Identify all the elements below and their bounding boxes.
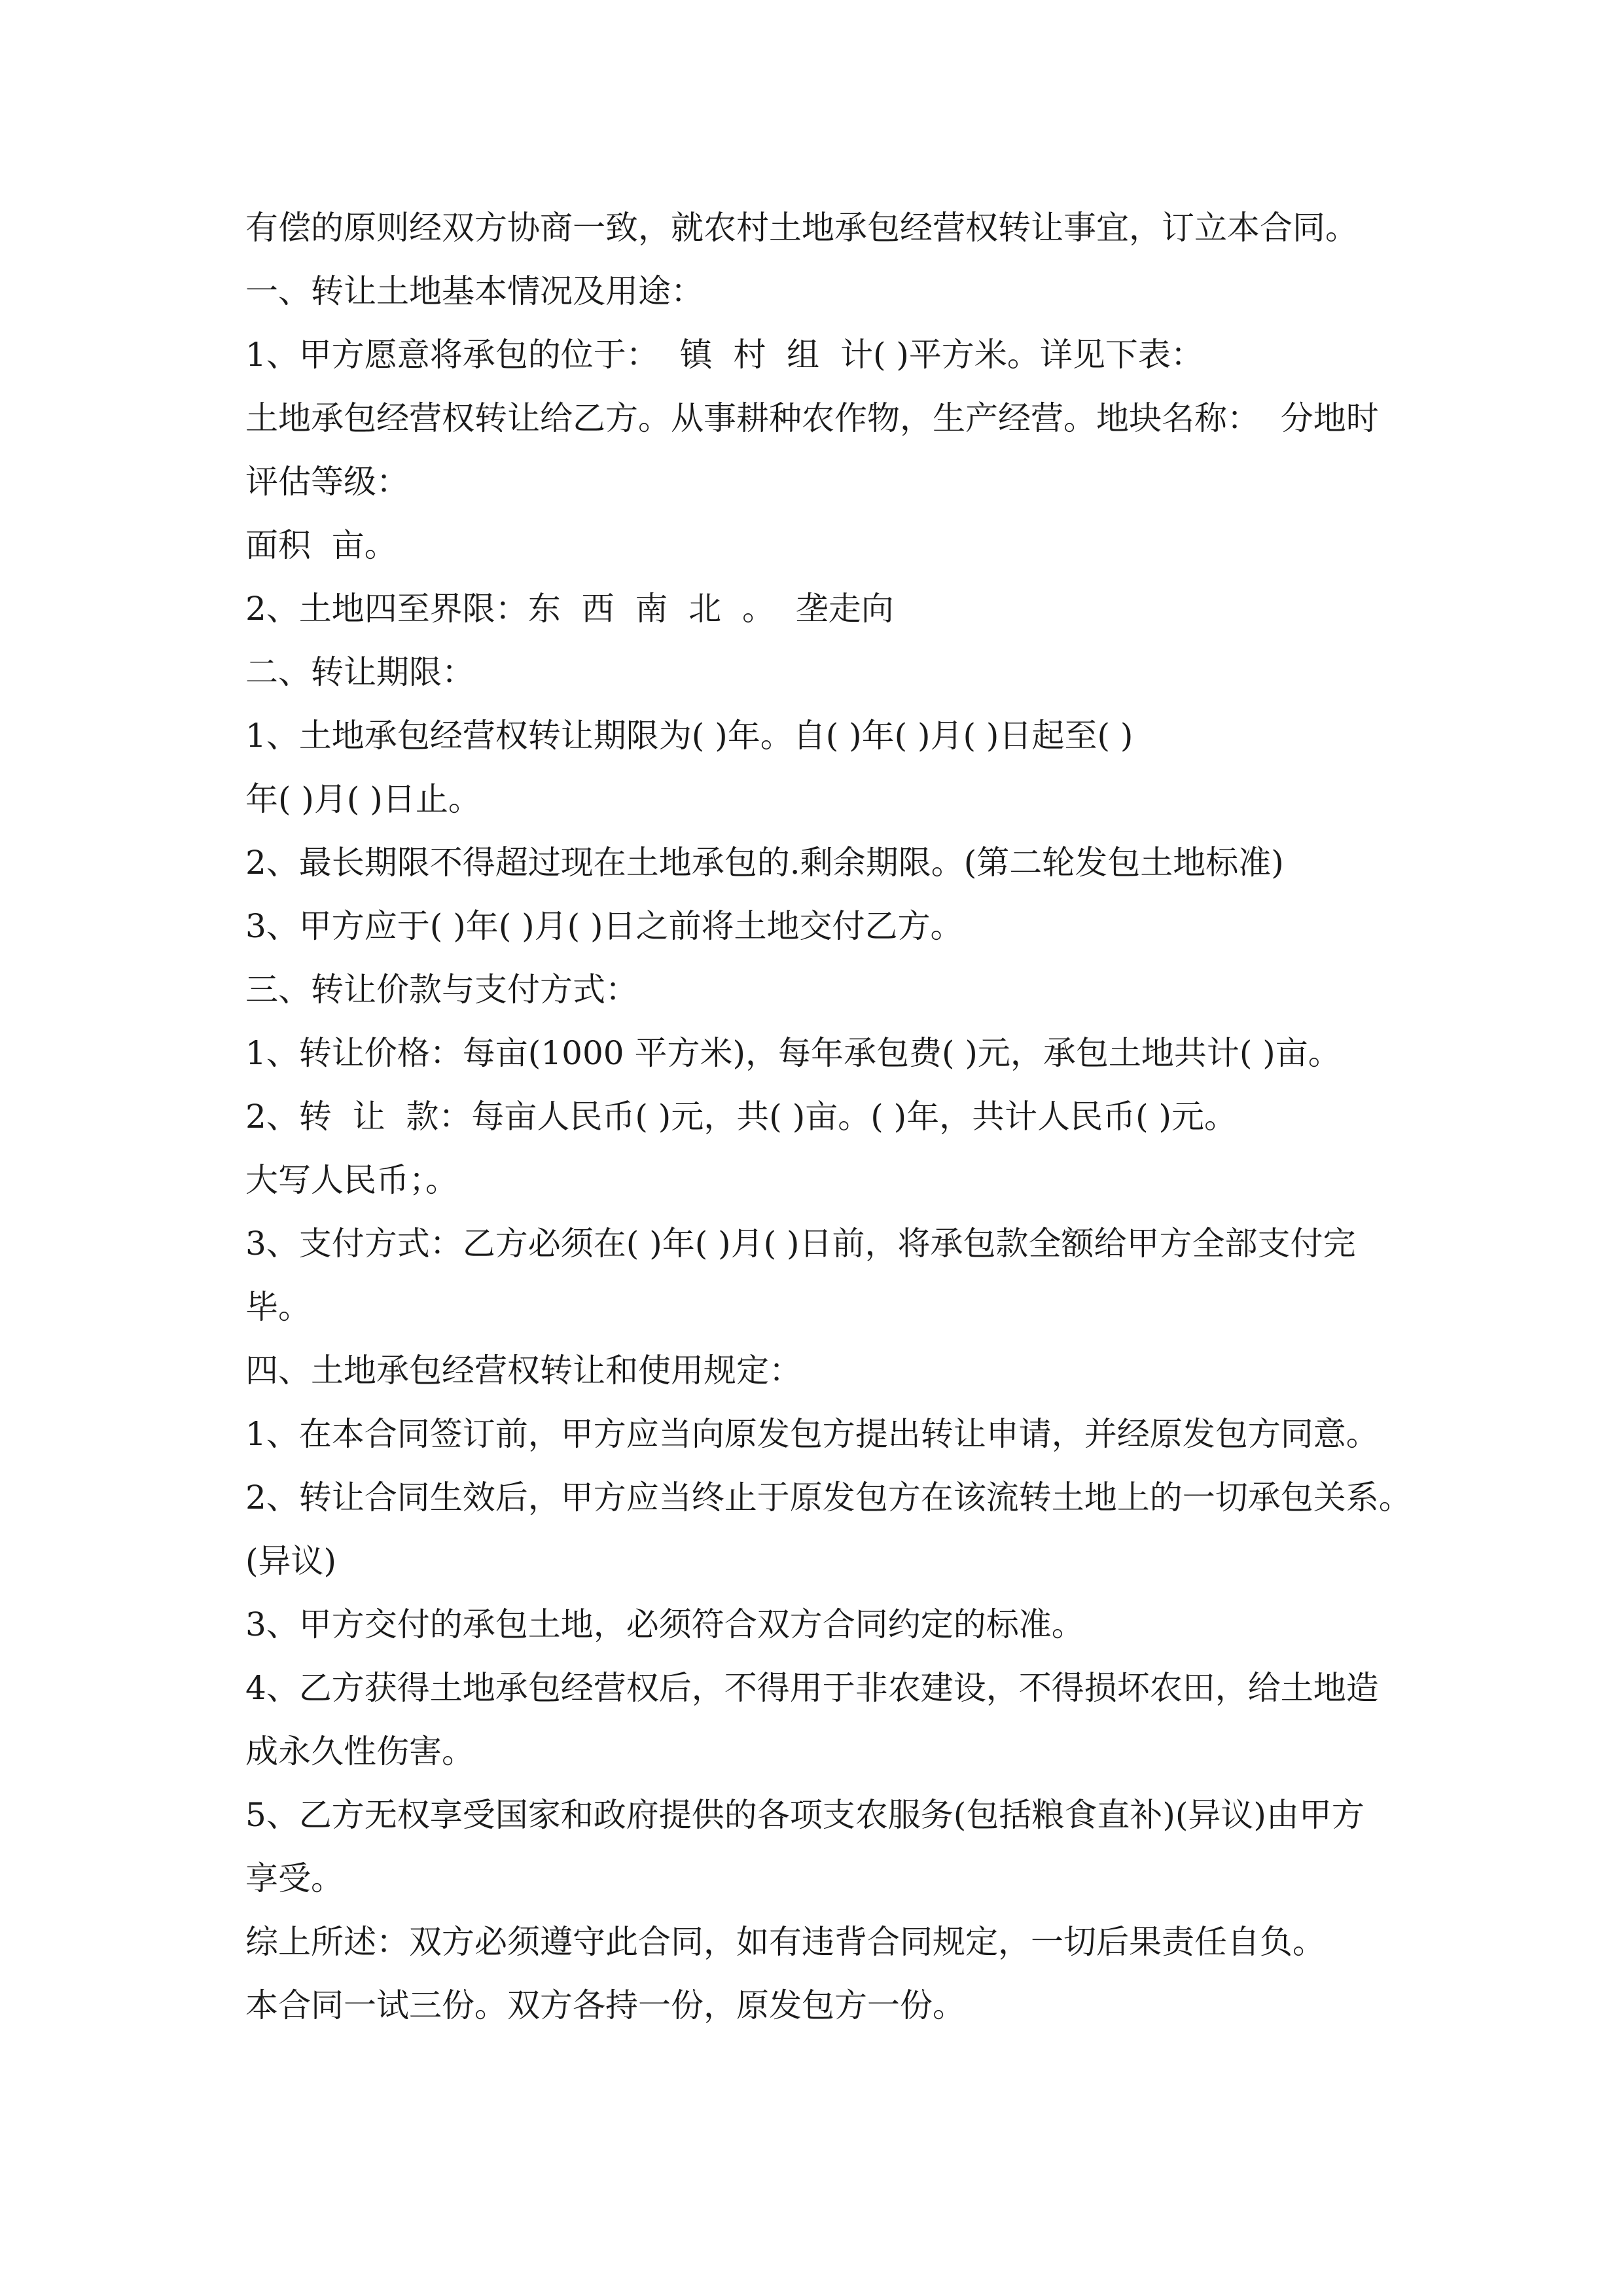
paragraph-line: 4、乙方获得土地承包经营权后，不得用于非农建设，不得损坏农田，给土地造 xyxy=(245,1669,1379,1707)
paragraph-line: 毕。 xyxy=(245,1288,311,1326)
paragraph-line: 2、土地四至界限：东 西 南 北 。 垄走向 xyxy=(245,590,894,628)
contract-body xyxy=(245,196,1410,2037)
paragraph-line: 2、转 让 款：每亩人民币( )元，共( )亩。( )年，共计人民币( )元。 xyxy=(245,1098,1238,1136)
section-heading: 四、土地承包经营权转让和使用规定： xyxy=(245,1352,802,1390)
paragraph-line: 享受。 xyxy=(245,1859,344,1897)
paragraph-line: 2、转让合同生效后，甲方应当终止于原发包方在该流转土地上的一切承包关系。 xyxy=(245,1479,1412,1516)
paragraph-line: 1、转让价格：每亩(1000 平方米)，每年承包费( )元，承包土地共计( )亩。 xyxy=(245,1034,1341,1072)
paragraph-line: 3、甲方交付的承包土地，必须符合双方合同约定的标准。 xyxy=(245,1605,1084,1643)
paragraph-line: 成永久性伤害。 xyxy=(245,1732,474,1770)
section-heading: 三、转让价款与支付方式： xyxy=(245,971,638,1009)
paragraph-line: 本合同一试三份。双方各持一份，原发包方一份。 xyxy=(245,1986,965,2024)
section-heading: 二、转让期限： xyxy=(245,653,474,691)
paragraph-line: 大写人民币；。 xyxy=(245,1161,458,1199)
paragraph-line: 1、在本合同签订前，甲方应当向原发包方提出转让申请，并经原发包方同意。 xyxy=(245,1415,1379,1453)
paragraph-line: 1、甲方愿意将承包的位于： 镇 村 组 计( )平方米。详见下表： xyxy=(245,336,1204,374)
paragraph-line: 有偿的原则经双方协商一致，就农村土地承包经营权转让事宜，订立本合同。 xyxy=(245,209,1358,247)
section-heading: 一、转让土地基本情况及用途： xyxy=(245,272,704,310)
paragraph-line: 土地承包经营权转让给乙方。从事耕种农作物，生产经营。地块名称： 分地时 xyxy=(245,399,1379,437)
paragraph-line: 2、最长期限不得超过现在土地承包的.剩余期限。(第二轮发包土地标准) xyxy=(245,844,1284,882)
paragraph-line: 3、支付方式：乙方必须在( )年( )月( )日前，将承包款全额给甲方全部支付完 xyxy=(245,1225,1356,1263)
paragraph-line: 3、甲方应于( )年( )月( )日之前将土地交付乙方。 xyxy=(245,907,963,945)
paragraph-line: 评估等级： xyxy=(245,463,409,501)
paragraph-line: 5、乙方无权享受国家和政府提供的各项支农服务(包括粮食直补)(异议)由甲方 xyxy=(245,1796,1364,1834)
paragraph-line: 1、土地承包经营权转让期限为( )年。自( )年( )月( )日起至( ) xyxy=(245,717,1133,755)
paragraph-line: 综上所述：双方必须遵守此合同，如有违背合同规定，一切后果责任自负。 xyxy=(245,1923,1325,1961)
paragraph-line: (异议) xyxy=(245,1542,337,1580)
paragraph-line: 面积 亩。 xyxy=(245,526,397,564)
paragraph-line: 年( )月( )日止。 xyxy=(245,780,481,818)
